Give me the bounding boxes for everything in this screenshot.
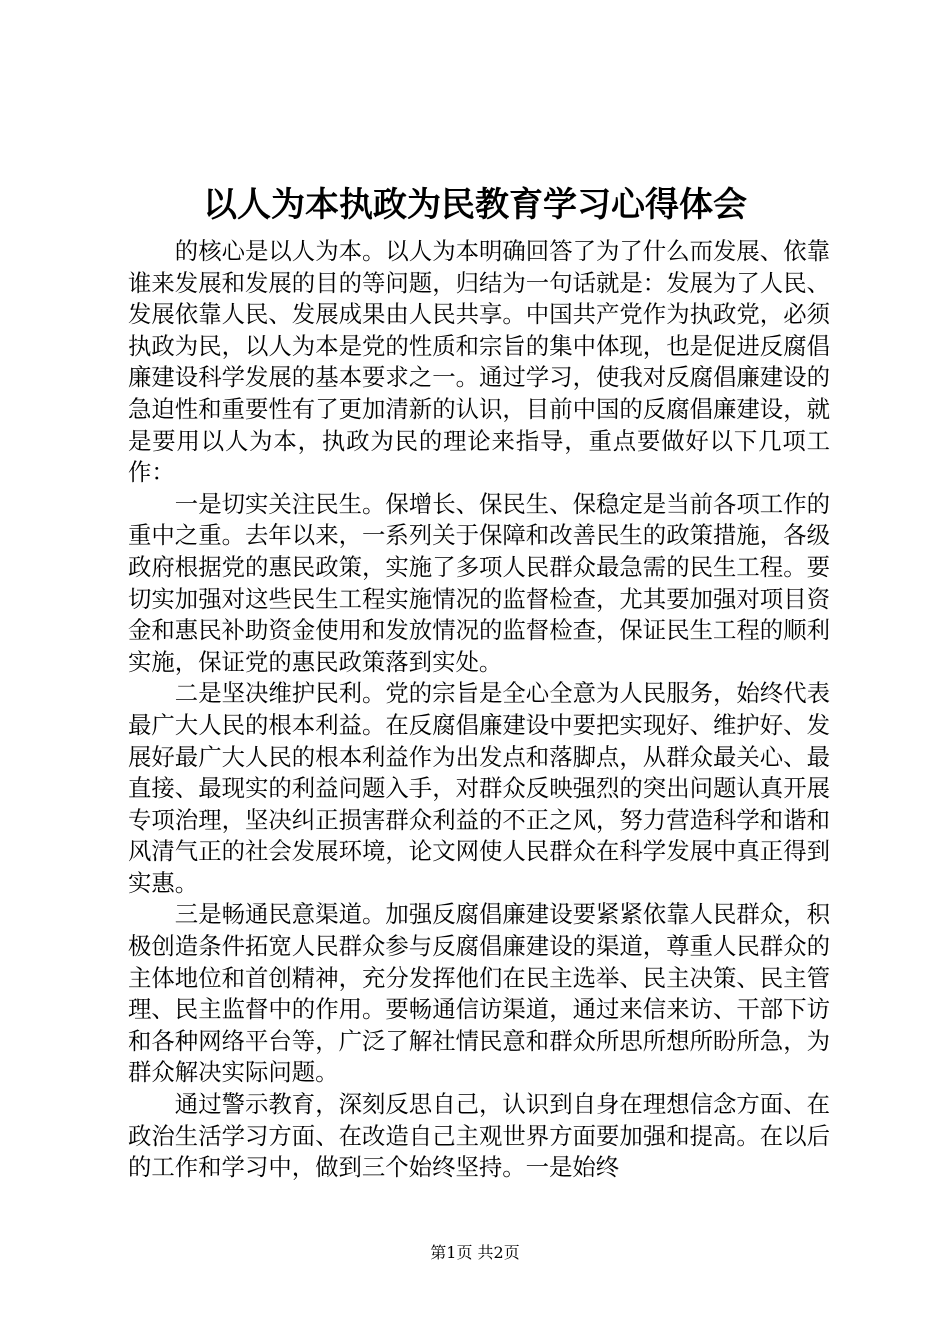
paragraph-intro: 的核心是以人为本。以人为本明确回答了为了什么而发展、依靠谁来发展和发展的目的等问题，归结为一句话就是：发展为了人民、发展依靠人民、发展成果由人民共享。中国共产党作为执政党，必须执政为民，以人为本是党的性质和宗旨的集中体现，也是促进反腐倡廉建设科学发展的基本要求之一。通过学习，使我对反腐倡廉建设的急迫性和重要性有了更加清新的认识，目前中国的反腐倡廉建设，就是要用以人为本，执政为民的理论来指导，重点要做好以下几项工作：	[128, 237, 830, 487]
page-number-footer: 第1页 共2页	[430, 1243, 520, 1262]
document-body	[128, 236, 830, 1184]
paragraph-interests: 二是坚决维护民利。党的宗旨是全心全意为人民服务，始终代表最广大人民的根本利益。在反腐倡廉建设中要把实现好、维护好、发展好最广大人民的根本利益作为出发点和落脚点，从群众最关心、最直接、最现实的利益问题入手，对群众反映强烈的突出问题认真开展专项治理，坚决纠正损害群众利益的不正之风，努力营造科学和谐和风清气正的社会发展环境，论文网使人民群众在科学发展中真正得到实惠。	[128, 679, 830, 897]
document-title: 以人为本执政为民教育学习心得体会	[203, 185, 747, 225]
paragraph-livelihood: 一是切实关注民生。保增长、保民生、保稳定是当前各项工作的重中之重。去年以来，一系列关于保障和改善民生的政策措施，各级政府根据党的惠民政策，实施了多项人民群众最急需的民生工程。要切实加强对这些民生工程实施情况的监督检查，尤其要加强对项目资金和惠民补助资金使用和发放情况的监督检查，保证民生工程的顺利实施，保证党的惠民政策落到实处。	[128, 489, 830, 676]
paragraph-public-opinion: 三是畅通民意渠道。加强反腐倡廉建设要紧紧依靠人民群众，积极创造条件拓宽人民群众参与反腐倡廉建设的渠道，尊重人民群众的主体地位和首创精神，充分发挥他们在民主选举、民主决策、民主管理、民主监督中的作用。要畅通信访渠道，通过来信来访、干部下访和各种网络平台等，广泛了解社情民意和群众所思所想所盼所急，为群众解决实际问题。	[128, 900, 830, 1087]
paragraph-warning-education: 通过警示教育，深刻反思自己，认识到自身在理想信念方面、在政治生活学习方面、在改造自己主观世界方面要加强和提高。在以后的工作和学习中，做到三个始终坚持。一是始终	[128, 1090, 830, 1182]
